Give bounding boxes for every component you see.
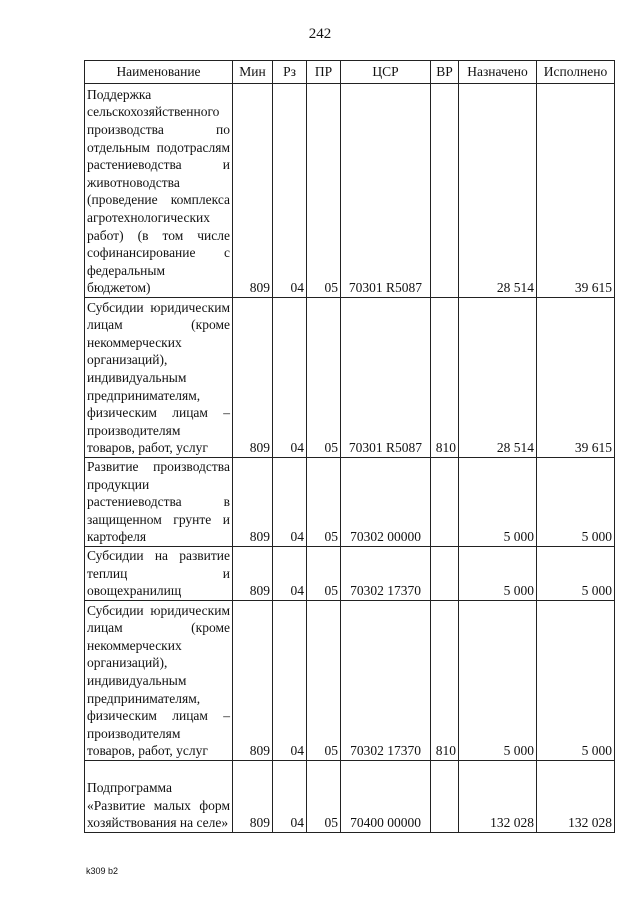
header-executed: Исполнено	[537, 61, 615, 84]
row-min: 809	[233, 600, 273, 760]
row-executed: 39 615	[537, 298, 615, 458]
row-name: Субсидии юридическим лицам (кроме некоммерческих организаций), индивидуальным предпринимателям, физическим лицам – производителям товаров, работ, услуг	[85, 298, 233, 458]
row-rz: 04	[273, 760, 307, 832]
row-assigned: 5 000	[459, 600, 537, 760]
row-pr: 05	[307, 546, 341, 600]
row-pr: 05	[307, 760, 341, 832]
table-row	[85, 84, 615, 298]
table-row	[85, 298, 615, 458]
row-csr: 70302 17370	[341, 600, 431, 760]
row-csr: 70301 R5087	[341, 84, 431, 298]
header-pr: ПР	[307, 61, 341, 84]
table-row	[85, 546, 615, 600]
row-executed: 5 000	[537, 600, 615, 760]
row-min: 809	[233, 458, 273, 547]
row-vr	[431, 546, 459, 600]
row-min: 809	[233, 760, 273, 832]
row-executed: 132 028	[537, 760, 615, 832]
row-assigned: 5 000	[459, 546, 537, 600]
row-vr: 810	[431, 298, 459, 458]
row-assigned: 28 514	[459, 298, 537, 458]
row-csr: 70302 17370	[341, 546, 431, 600]
row-vr	[431, 458, 459, 547]
row-name: Субсидии на развитие теплиц и овощехранилищ	[85, 546, 233, 600]
row-executed: 5 000	[537, 458, 615, 547]
row-name: Развитие производства продукции растениеводства в защищенном грунте и картофеля	[85, 458, 233, 547]
header-rz: Рз	[273, 61, 307, 84]
row-assigned: 28 514	[459, 84, 537, 298]
page-number: 242	[308, 26, 332, 42]
row-csr: 70301 R5087	[341, 298, 431, 458]
budget-table	[84, 60, 615, 833]
row-min: 809	[233, 84, 273, 298]
row-rz: 04	[273, 84, 307, 298]
row-vr: 810	[431, 600, 459, 760]
row-name: Субсидии юридическим лицам (кроме некоммерческих организаций), индивидуальным предпринимателям, физическим лицам – производителям товаров, работ, услуг	[85, 600, 233, 760]
row-rz: 04	[273, 546, 307, 600]
row-assigned: 132 028	[459, 760, 537, 832]
row-pr: 05	[307, 84, 341, 298]
header-assigned: Назначено	[459, 61, 537, 84]
row-pr: 05	[307, 458, 341, 547]
row-csr: 70302 00000	[341, 458, 431, 547]
row-pr: 05	[307, 298, 341, 458]
row-csr: 70400 00000	[341, 760, 431, 832]
row-rz: 04	[273, 600, 307, 760]
row-name: Подпрограмма «Развитие малых форм хозяйствования на селе»	[85, 760, 233, 832]
header-vr: ВР	[431, 61, 459, 84]
row-pr: 05	[307, 600, 341, 760]
row-executed: 5 000	[537, 546, 615, 600]
row-vr	[431, 84, 459, 298]
row-vr	[431, 760, 459, 832]
row-min: 809	[233, 298, 273, 458]
footer-code: k309 b2	[86, 866, 119, 876]
table-row	[85, 458, 615, 547]
row-name: Поддержка сельскохозяйственного производства по отдельным подотраслям растениеводства и животноводства (проведение комплекса агротехнологических работ) (в том числе софинансирование с федеральным бюджетом)	[85, 84, 233, 298]
table-row	[85, 760, 615, 832]
table-header-row	[85, 61, 615, 84]
row-assigned: 5 000	[459, 458, 537, 547]
header-name: Наименование	[85, 61, 233, 84]
table-row	[85, 600, 615, 760]
row-min: 809	[233, 546, 273, 600]
row-rz: 04	[273, 298, 307, 458]
row-executed: 39 615	[537, 84, 615, 298]
row-rz: 04	[273, 458, 307, 547]
header-csr: ЦСР	[341, 61, 431, 84]
header-min: Мин	[233, 61, 273, 84]
